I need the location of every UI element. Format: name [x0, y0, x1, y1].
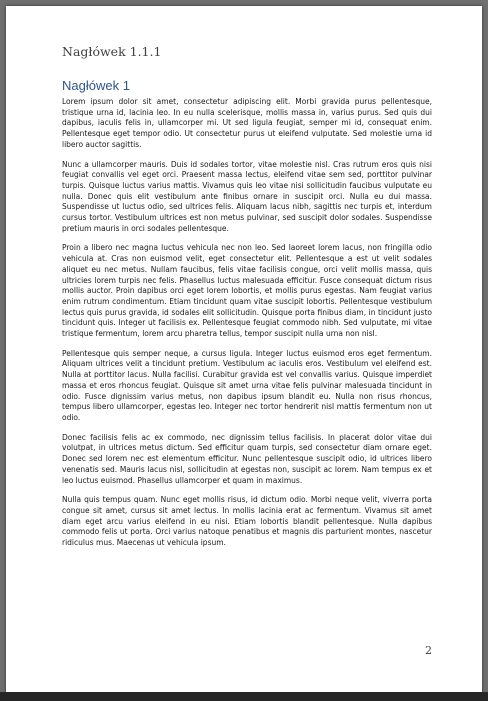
body-paragraph: Nulla quis tempus quam. Nunc eget mollis risus, id dictum odio. Morbi neque velit, viverra porta congue sit amet, cursus sit amet lectus. In mollis lacinia erat ac fermentum. Vivamus sit amet diam eget arcu varius eleifend in eu nisi. Etiam lobortis blandit pellentesque. Nulla dapibus commodo felis ut porta. Orci varius natoque penatibus et magnis dis parturient montes, nascetur ridiculus mus. Maecenas ut vehicula ipsum. — [62, 495, 432, 548]
document-page — [6, 6, 482, 692]
window-bottom-edge — [0, 692, 488, 701]
section-heading: Nagłówek 1 — [62, 78, 130, 93]
body-paragraph: Nunc a ullamcorper mauris. Duis id sodales tortor, vitae molestie nisl. Cras rutrum eros quis nisi feugiat convallis vel eget orci. Praesent massa lectus, eleifend vitae sem sed, porttitor pulvinar turpis. Quisque luctus varius mattis. Vivamus quis leo vitae nisi sollicitudin faucibus vulputate eu nulla. Donec quis elit vestibulum ante finibus ornare in suscipit orci. Nulla eu dui massa. Suspendisse ut luctus odio, sed ultrices felis. Aliquam lacus nibh, sagittis nec turpis et, interdum cursus tortor. Vestibulum ultrices est non metus pulvinar, sed suscipit dolor sodales. Suspendisse pretium mauris in orci sodales pellentesque. — [62, 159, 432, 233]
body-paragraph: Donec facilisis felis ac ex commodo, nec dignissim tellus facilisis. In placerat dolor vitae dui volutpat, in ultrices metus dictum. Sed efficitur quam turpis, sed consectetur diam ornare eget. Donec sed lorem nec est elementum efficitur. Nunc pellentesque suscipit odio, id ultrices libero venenatis sed. Mauris lacus nisl, sollicitudin at egestas non, suscipit ac lorem. Nam tempus ex et leo luctus euismod. Phasellus ullamcorper et quam in maximus. — [62, 432, 432, 485]
page-number: 2 — [425, 644, 432, 657]
document-body[interactable] — [62, 78, 432, 558]
page-header: Nagłówek 1.1.1 — [62, 44, 162, 59]
body-paragraph: Pellentesque quis semper neque, a cursus ligula. Integer luctus euismod eros eget fermentum. Aliquam ultrices velit a tincidunt pretium. Vestibulum ac iaculis eros. Vestibulum vel eleifend est. Nulla at porttitor lacus. Nulla facilisi. Curabitur gravida est vel convallis varius. Quisque imperdiet massa et eros rhoncus feugiat. Quisque sit amet urna vitae felis pulvinar malesuada tincidunt in odio. Fusce dignissim varius metus, non dapibus ipsum blandit eu. Nulla non risus rhoncus, tempus libero ullamcorper, egestas leo. Integer nec tortor hendrerit nisl mattis fermentum non ut odio. — [62, 348, 432, 422]
body-paragraph: Lorem ipsum dolor sit amet, consectetur adipiscing elit. Morbi gravida purus pellentesque, tristique urna id, lacinia leo. In eu nulla scelerisque, mollis massa in, varius purus. Sed quis dui dapibus, iaculis felis in, ullamcorper mi. Ut sed ligula feugiat, semper mi id, consequat enim. Pellentesque eget tempor odio. Ut consectetur purus ut eleifend vulputate. Sed molestie urna id libero auctor sagittis. — [62, 97, 432, 149]
body-paragraph: Proin a libero nec magna luctus vehicula nec non leo. Sed laoreet lorem lacus, non fringilla odio vehicula at. Cras non euismod velit, eget consectetur elit. Pellentesque a est ut velit sodales aliquet eu nec metus. Nullam faucibus, felis vitae facilisis congue, orci velit mollis massa, quis ultricies lorem turpis nec felis. Phasellus luctus malesuada efficitur. Fusce consequat dictum risus mollis auctor. Proin dapibus orci eget lorem lobortis, et mollis purus egestas. Nam feugiat varius enim rutrum condimentum. Etiam tincidunt quam vitae suscipit lobortis. Pellentesque vestibulum lectus quis purus gravida, id sodales elit sollicitudin. Quisque porta finibus diam, in tincidunt justo tincidunt quis. Integer ut facilisis ex. Pellentesque feugiat commodo nibh. Sed vulputate, mi vitae tristique fermentum, lorem arcu pharetra tellus, tempor suscipit nulla urna non nisl. — [62, 243, 432, 339]
